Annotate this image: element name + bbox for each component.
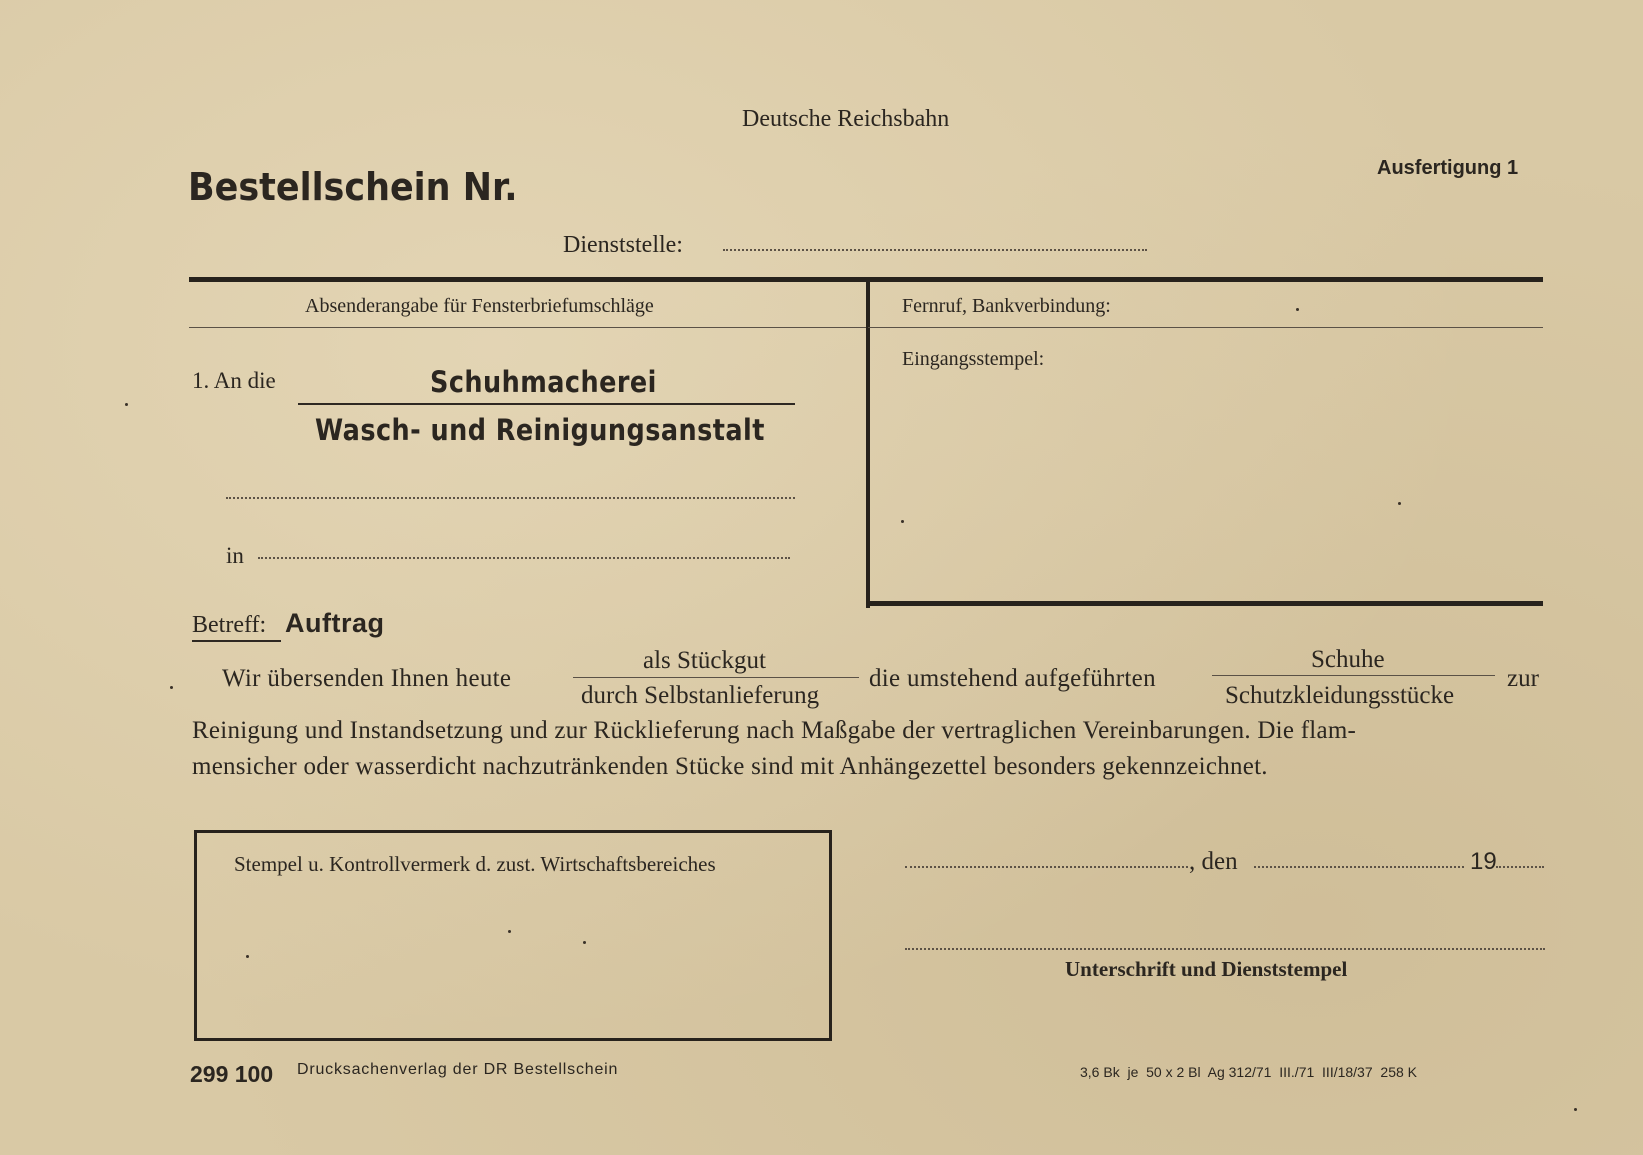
body-end: zur [1507, 665, 1539, 692]
body-middle: die umstehend aufgeführten [869, 665, 1156, 692]
year-prefix: 19 [1470, 848, 1497, 875]
phone-bank-label: Fernruf, Bankverbindung: [902, 295, 1111, 317]
body-line-3: mensicher oder wasserdicht nachzutränkenden Stücke sind mit Anhängezettel besonders gekennzeichnet. [192, 753, 1268, 780]
option-top-2: Schuhe [1311, 646, 1385, 673]
location-prefix: in [226, 543, 244, 568]
option-rule-2 [1212, 675, 1495, 676]
signature-field[interactable] [905, 948, 1545, 950]
subject-label: Betreff: [192, 612, 267, 638]
paper-speck [246, 955, 249, 958]
recipient-prefix: 1. An die [192, 368, 276, 393]
left-header-rule [189, 327, 866, 328]
organisation-name: Deutsche Reichsbahn [742, 106, 950, 132]
right-header-rule [868, 327, 1543, 328]
date-field[interactable] [1254, 866, 1464, 868]
subject-value: Auftrag [285, 608, 385, 638]
address-field[interactable] [226, 497, 795, 499]
body-line-2: Reinigung und Instandsetzung und zur Rücklieferung nach Maßgabe der vertraglichen Vereinbarungen. Die flam- [192, 717, 1357, 744]
date-separator: , den [1189, 848, 1238, 875]
option-bottom-2: Schutzkleidungsstücke [1225, 682, 1455, 709]
option-bottom-1: durch Selbstanlieferung [581, 682, 820, 709]
recipient-rule [298, 403, 795, 405]
form-title: Bestellschein Nr. [188, 165, 518, 209]
recipient-line-1: Schuhmacherei [430, 365, 657, 399]
office-field[interactable] [723, 249, 1147, 251]
place-field[interactable] [905, 866, 1188, 868]
paper-speck [508, 930, 511, 933]
paper-speck [1398, 502, 1401, 505]
signature-caption: Unterschrift und Dienststempel [1065, 957, 1348, 981]
control-box-label: Stempel u. Kontrollvermerk d. zust. Wirtschaftsbereiches [234, 852, 716, 876]
option-top-1: als Stückgut [643, 647, 766, 674]
print-code: 3,6 Bk je 50 x 2 Bl Ag 312/71 III./71 III/18/37 258 K [1080, 1064, 1417, 1080]
publisher-line: Drucksachenverlag der DR Bestellschein [297, 1061, 619, 1078]
sender-heading: Absenderangabe für Fensterbriefumschläge [305, 295, 654, 317]
location-field[interactable] [258, 557, 790, 559]
paper-speck [1296, 308, 1299, 311]
office-label: Dienststelle: [563, 232, 683, 258]
year-field[interactable] [1496, 866, 1544, 868]
form-number: 299 100 [190, 1061, 274, 1087]
recipient-line-2: Wasch- und Reinigungsanstalt [315, 413, 765, 447]
paper-speck [901, 520, 904, 523]
subject-underline [192, 640, 281, 642]
center-divider [866, 280, 870, 608]
stamp-box-bottom-rule [866, 601, 1543, 606]
paper-speck [125, 403, 128, 406]
paper-speck [170, 686, 173, 689]
option-rule-1 [573, 677, 859, 678]
body-start: Wir übersenden Ihnen heute [222, 665, 512, 692]
copy-label: Ausfertigung 1 [1377, 157, 1519, 179]
paper-speck [583, 941, 586, 944]
paper-speck [1574, 1108, 1577, 1111]
receipt-stamp-label: Eingangsstempel: [902, 348, 1045, 370]
